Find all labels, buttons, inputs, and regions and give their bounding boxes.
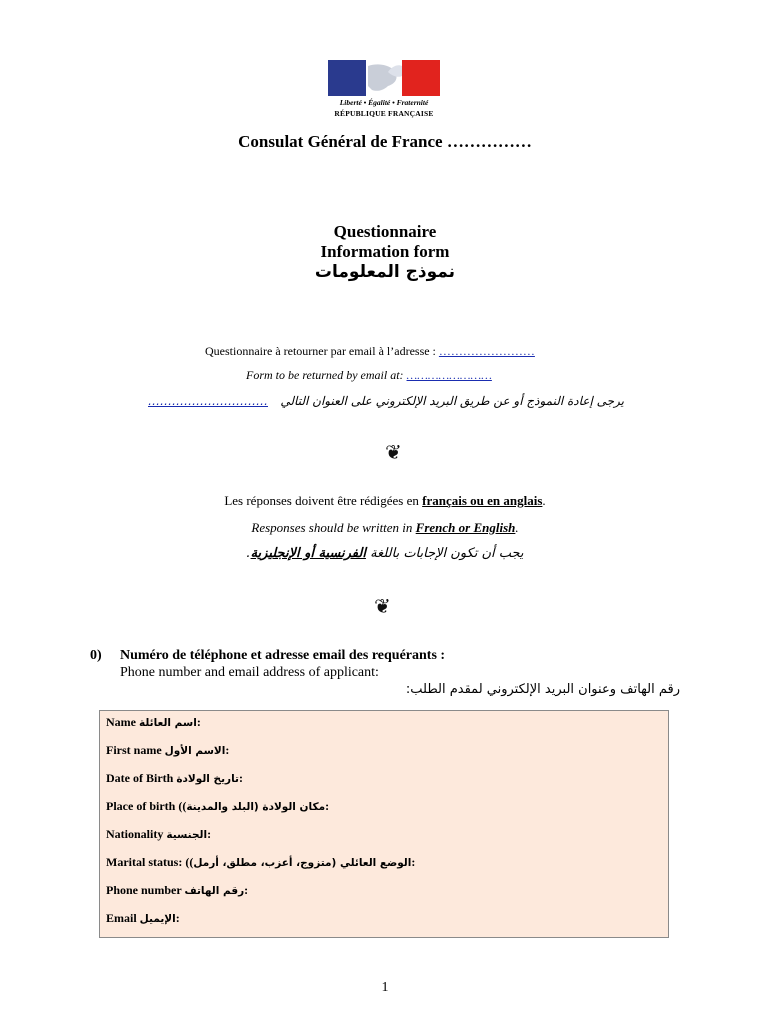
section-number: 0) [90, 648, 102, 663]
field-name[interactable]: Name اسم العائلة: [106, 715, 201, 729]
email-placeholder-link[interactable]: …………………… [438, 344, 535, 358]
field-place-of-birth[interactable]: Place of birth ( مكان الولادة (البلد والمدينة) : [106, 799, 330, 813]
email-placeholder-link[interactable]: …………………… [406, 368, 492, 382]
field-phone-number[interactable]: Phone number رقم الهاتف: [106, 883, 249, 897]
title-en: Information form [320, 242, 450, 261]
field-marital-status[interactable]: Marital status: ( الوضع العائلي (متزوج، أعزب، مطلق، أرمل) : [106, 855, 416, 869]
section-title-ar: رقم الهاتف وعنوان البريد الإلكتروني لمقدم الطلب: [405, 682, 680, 697]
responses-ar: يجب أن تكون الإجابات باللغة الفرنسية أو الإنجليزية. [246, 546, 524, 561]
responses-fr: Les réponses doivent être rédigées en français ou en anglais. [224, 493, 546, 508]
page-number: 1 [381, 980, 389, 995]
applicant-info-form [99, 710, 669, 938]
return-text-fr: Questionnaire à retourner par email à l’adresse : [205, 344, 439, 358]
return-text-en: Form to be returned by email at: [246, 368, 407, 382]
section-title-fr: Numéro de téléphone et adresse email des requérants : [120, 648, 446, 663]
section-title-en: Phone number and email address of applicant: [120, 665, 379, 680]
title-fr: Questionnaire [333, 222, 437, 241]
ornament-icon: ❦ [374, 594, 391, 618]
ornament-icon: ❦ [385, 440, 402, 464]
field-date-of-birth[interactable]: Date of Birth تاريخ الولادة: [106, 771, 243, 785]
consulat-heading: Consulat Général de France …………… [238, 132, 532, 151]
responses-en: Responses should be written in French or English. [251, 520, 519, 535]
field-first-name[interactable]: First name الاسم الأول: [106, 743, 230, 757]
return-text-ar: يرجى إعادة النموذج أو عن طريق البريد الإلكتروني على العنوان التالي [280, 394, 624, 408]
logo-motto: Liberté • Égalité • Fraternité [339, 98, 429, 107]
marianne-flag-icon [328, 60, 440, 96]
field-nationality[interactable]: Nationality الجنسية: [106, 827, 212, 841]
email-placeholder-link[interactable]: ………………………… [148, 394, 268, 408]
title-ar: نموذج المعلومات [314, 262, 456, 282]
republique-francaise-logo [328, 60, 440, 120]
return-instruction-en [246, 368, 492, 383]
return-instruction-fr [205, 344, 535, 359]
field-email[interactable]: Email الإيميل: [106, 911, 180, 925]
logo-republic: RÉPUBLIQUE FRANÇAISE [334, 109, 434, 118]
